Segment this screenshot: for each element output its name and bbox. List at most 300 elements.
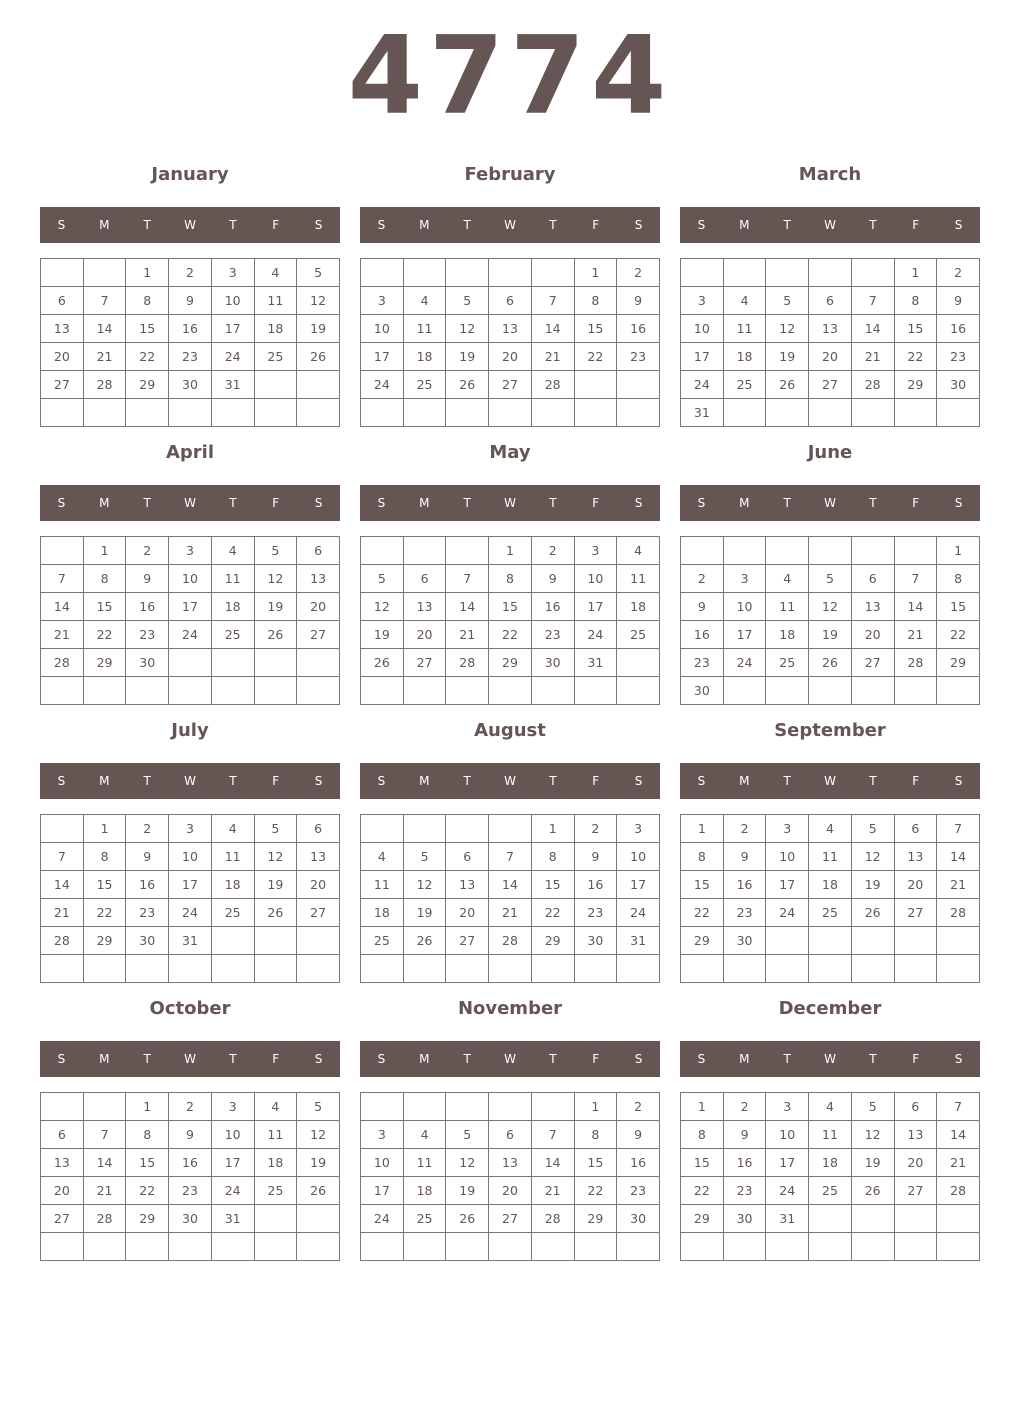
- empty-cell: [766, 399, 809, 427]
- day-cell: 23: [723, 899, 766, 927]
- day-cell: 18: [809, 871, 852, 899]
- weekday-label: T: [143, 496, 151, 510]
- empty-cell: [41, 399, 84, 427]
- empty-cell: [41, 1093, 84, 1121]
- month-name: April: [165, 442, 215, 463]
- empty-cell: [937, 955, 980, 983]
- day-cell: 26: [851, 1177, 894, 1205]
- empty-cell: [489, 677, 532, 705]
- empty-cell: [403, 815, 446, 843]
- day-cell: 12: [297, 287, 340, 315]
- weekday-header: [360, 1041, 660, 1077]
- day-cell: 17: [361, 1177, 404, 1205]
- day-cell: 3: [766, 1093, 809, 1121]
- day-cell: 15: [681, 871, 724, 899]
- weekday-label: F: [912, 1052, 920, 1066]
- empty-cell: [446, 955, 489, 983]
- day-cell: 21: [531, 343, 574, 371]
- day-cell: 1: [83, 815, 126, 843]
- day-cell: 18: [766, 621, 809, 649]
- day-cell: 16: [574, 871, 617, 899]
- empty-cell: [83, 259, 126, 287]
- empty-cell: [894, 955, 937, 983]
- day-cell: 26: [254, 899, 297, 927]
- empty-cell: [446, 815, 489, 843]
- day-cell: 19: [851, 871, 894, 899]
- weekday-label: F: [912, 496, 920, 510]
- day-cell: 9: [681, 593, 724, 621]
- weekday-label: S: [377, 496, 386, 510]
- day-cell: 6: [41, 287, 84, 315]
- empty-cell: [489, 399, 532, 427]
- day-cell: 18: [211, 593, 254, 621]
- day-cell: 8: [681, 843, 724, 871]
- weekday-header: [360, 207, 660, 243]
- day-cell: 13: [489, 315, 532, 343]
- day-cell: 14: [937, 843, 980, 871]
- day-cell: 17: [723, 621, 766, 649]
- day-cell: 16: [169, 1149, 212, 1177]
- day-cell: 11: [403, 1149, 446, 1177]
- weekday-label: S: [634, 774, 643, 788]
- day-cell: 10: [169, 565, 212, 593]
- weekday-label: F: [592, 218, 600, 232]
- day-cell: 22: [83, 621, 126, 649]
- day-cell: 11: [809, 1121, 852, 1149]
- day-cell: 8: [574, 287, 617, 315]
- empty-cell: [617, 677, 660, 705]
- weekday-label: W: [504, 1052, 516, 1066]
- day-cell: 11: [809, 843, 852, 871]
- day-cell: 21: [83, 343, 126, 371]
- week-row: [681, 1177, 980, 1205]
- weekday-label: S: [57, 218, 66, 232]
- day-cell: 20: [489, 1177, 532, 1205]
- empty-cell: [297, 1205, 340, 1233]
- day-cell: 12: [766, 315, 809, 343]
- week-row: [361, 537, 660, 565]
- day-cell: 1: [531, 815, 574, 843]
- week-row: [41, 927, 340, 955]
- empty-cell: [297, 927, 340, 955]
- weekday-label: S: [314, 1052, 323, 1066]
- empty-cell: [361, 955, 404, 983]
- week-row: [361, 343, 660, 371]
- empty-cell: [361, 1093, 404, 1121]
- week-row: [361, 259, 660, 287]
- day-cell: 5: [851, 815, 894, 843]
- empty-cell: [723, 677, 766, 705]
- day-cell: 16: [723, 1149, 766, 1177]
- weekday-label: T: [229, 218, 237, 232]
- day-cell: 28: [83, 1205, 126, 1233]
- day-cell: 11: [254, 287, 297, 315]
- day-cell: 10: [361, 1149, 404, 1177]
- weekday-label: F: [592, 1052, 600, 1066]
- empty-cell: [297, 649, 340, 677]
- day-cell: 13: [894, 843, 937, 871]
- empty-cell: [894, 537, 937, 565]
- week-row: [681, 621, 980, 649]
- day-cell: 13: [41, 315, 84, 343]
- empty-cell: [617, 955, 660, 983]
- day-cell: 17: [211, 1149, 254, 1177]
- day-cell: 1: [574, 1093, 617, 1121]
- week-row: [361, 565, 660, 593]
- week-row: [361, 315, 660, 343]
- day-cell: 25: [766, 649, 809, 677]
- day-cell: 2: [723, 1093, 766, 1121]
- day-cell: 15: [489, 593, 532, 621]
- day-cell: 20: [403, 621, 446, 649]
- empty-cell: [361, 677, 404, 705]
- day-cell: 21: [937, 871, 980, 899]
- day-cell: 17: [766, 1149, 809, 1177]
- day-cell: 15: [531, 871, 574, 899]
- day-cell: 22: [937, 621, 980, 649]
- day-cell: 24: [169, 621, 212, 649]
- empty-cell: [574, 399, 617, 427]
- month-name: August: [474, 720, 546, 741]
- day-cell: 1: [681, 815, 724, 843]
- day-cell: 26: [446, 1205, 489, 1233]
- weekday-header: [40, 1041, 340, 1077]
- empty-cell: [254, 1233, 297, 1261]
- empty-cell: [126, 399, 169, 427]
- empty-cell: [723, 259, 766, 287]
- day-cell: 25: [211, 621, 254, 649]
- day-cell: 25: [211, 899, 254, 927]
- weekday-label: T: [549, 218, 557, 232]
- day-cell: 26: [403, 927, 446, 955]
- day-cell: 20: [446, 899, 489, 927]
- day-cell: 20: [894, 1149, 937, 1177]
- day-cell: 22: [489, 621, 532, 649]
- week-row: [361, 621, 660, 649]
- day-grid: [680, 536, 980, 705]
- empty-cell: [574, 955, 617, 983]
- day-cell: 28: [851, 371, 894, 399]
- day-cell: 18: [254, 315, 297, 343]
- day-cell: 3: [211, 259, 254, 287]
- day-cell: 28: [83, 371, 126, 399]
- day-grid: [680, 1092, 980, 1261]
- day-cell: 10: [169, 843, 212, 871]
- week-row: [41, 843, 340, 871]
- month-name: July: [171, 720, 209, 741]
- day-cell: 11: [211, 565, 254, 593]
- day-cell: 15: [894, 315, 937, 343]
- day-cell: 16: [937, 315, 980, 343]
- weekday-label: S: [314, 218, 323, 232]
- day-cell: 4: [403, 1121, 446, 1149]
- empty-cell: [937, 1205, 980, 1233]
- day-cell: 16: [681, 621, 724, 649]
- day-grid: [40, 258, 340, 427]
- day-cell: 29: [489, 649, 532, 677]
- weekday-label: T: [143, 218, 151, 232]
- day-cell: 12: [254, 565, 297, 593]
- empty-cell: [809, 537, 852, 565]
- day-cell: 25: [254, 1177, 297, 1205]
- weekday-label: S: [954, 496, 963, 510]
- week-row: [681, 871, 980, 899]
- day-cell: 29: [531, 927, 574, 955]
- day-cell: 5: [809, 565, 852, 593]
- empty-cell: [809, 677, 852, 705]
- weekday-label: W: [504, 218, 516, 232]
- empty-cell: [211, 649, 254, 677]
- empty-cell: [126, 677, 169, 705]
- day-cell: 13: [403, 593, 446, 621]
- week-row: [361, 871, 660, 899]
- week-row: [681, 1205, 980, 1233]
- day-cell: 21: [446, 621, 489, 649]
- day-cell: 19: [851, 1149, 894, 1177]
- empty-cell: [361, 259, 404, 287]
- week-row: [681, 371, 980, 399]
- weekday-header: [360, 485, 660, 521]
- empty-cell: [297, 1233, 340, 1261]
- weekday-label: W: [504, 774, 516, 788]
- day-cell: 28: [489, 927, 532, 955]
- day-cell: 25: [254, 343, 297, 371]
- empty-cell: [894, 1233, 937, 1261]
- weekday-label: M: [419, 774, 430, 788]
- empty-cell: [83, 1093, 126, 1121]
- week-row: [681, 315, 980, 343]
- week-row: [41, 1205, 340, 1233]
- empty-cell: [851, 259, 894, 287]
- day-cell: 17: [211, 315, 254, 343]
- month-name: May: [489, 442, 531, 463]
- day-cell: 30: [937, 371, 980, 399]
- week-row: [681, 565, 980, 593]
- empty-cell: [809, 955, 852, 983]
- weekday-label: T: [549, 774, 557, 788]
- month-name: March: [798, 164, 862, 185]
- day-cell: 28: [531, 1205, 574, 1233]
- empty-cell: [297, 371, 340, 399]
- weekday-label: T: [783, 218, 791, 232]
- empty-cell: [489, 815, 532, 843]
- empty-cell: [361, 1233, 404, 1261]
- day-cell: 4: [723, 287, 766, 315]
- day-cell: 9: [169, 1121, 212, 1149]
- day-cell: 19: [446, 343, 489, 371]
- day-cell: 26: [361, 649, 404, 677]
- day-cell: 12: [851, 1121, 894, 1149]
- empty-cell: [681, 1233, 724, 1261]
- day-cell: 6: [489, 1121, 532, 1149]
- day-cell: 13: [809, 315, 852, 343]
- day-cell: 1: [681, 1093, 724, 1121]
- day-cell: 13: [851, 593, 894, 621]
- day-cell: 18: [211, 871, 254, 899]
- weekday-label: T: [783, 496, 791, 510]
- empty-cell: [766, 1233, 809, 1261]
- day-cell: 8: [894, 287, 937, 315]
- weekday-label: W: [824, 218, 836, 232]
- day-cell: 20: [41, 343, 84, 371]
- day-cell: 7: [937, 815, 980, 843]
- week-row: [361, 593, 660, 621]
- empty-cell: [851, 399, 894, 427]
- day-cell: 30: [617, 1205, 660, 1233]
- empty-cell: [41, 1233, 84, 1261]
- empty-cell: [851, 1233, 894, 1261]
- empty-cell: [766, 259, 809, 287]
- day-cell: 12: [446, 315, 489, 343]
- weekday-label: S: [697, 1052, 706, 1066]
- day-grid: [40, 1092, 340, 1261]
- week-row: [361, 899, 660, 927]
- day-cell: 5: [254, 537, 297, 565]
- day-cell: 13: [297, 565, 340, 593]
- day-cell: 25: [809, 899, 852, 927]
- empty-cell: [489, 955, 532, 983]
- empty-cell: [403, 677, 446, 705]
- day-cell: 10: [723, 593, 766, 621]
- day-cell: 15: [83, 593, 126, 621]
- day-cell: 3: [766, 815, 809, 843]
- day-cell: 26: [446, 371, 489, 399]
- empty-cell: [894, 1205, 937, 1233]
- day-cell: 25: [403, 371, 446, 399]
- day-grid: [680, 814, 980, 983]
- day-cell: 7: [83, 1121, 126, 1149]
- weekday-header: [680, 1041, 980, 1077]
- empty-cell: [83, 399, 126, 427]
- weekday-label: T: [143, 1052, 151, 1066]
- day-cell: 6: [894, 1093, 937, 1121]
- week-row: [681, 537, 980, 565]
- empty-cell: [766, 677, 809, 705]
- empty-cell: [361, 537, 404, 565]
- day-cell: 14: [83, 315, 126, 343]
- day-cell: 22: [126, 1177, 169, 1205]
- day-cell: 1: [83, 537, 126, 565]
- week-row: [681, 259, 980, 287]
- week-row: [361, 843, 660, 871]
- day-cell: 22: [574, 343, 617, 371]
- day-cell: 6: [297, 537, 340, 565]
- weekday-label: S: [314, 496, 323, 510]
- weekday-label: S: [954, 1052, 963, 1066]
- day-cell: 1: [126, 259, 169, 287]
- day-cell: 31: [681, 399, 724, 427]
- empty-cell: [126, 955, 169, 983]
- day-cell: 31: [211, 1205, 254, 1233]
- day-cell: 9: [723, 843, 766, 871]
- week-row: [361, 955, 660, 983]
- day-cell: 27: [297, 621, 340, 649]
- day-cell: 31: [211, 371, 254, 399]
- day-cell: 2: [937, 259, 980, 287]
- day-cell: 24: [361, 371, 404, 399]
- day-cell: 19: [766, 343, 809, 371]
- week-row: [41, 259, 340, 287]
- day-cell: 8: [83, 565, 126, 593]
- week-row: [41, 815, 340, 843]
- day-cell: 23: [126, 621, 169, 649]
- day-cell: 23: [574, 899, 617, 927]
- weekday-label: T: [463, 218, 471, 232]
- day-cell: 5: [851, 1093, 894, 1121]
- day-cell: 29: [574, 1205, 617, 1233]
- day-cell: 16: [531, 593, 574, 621]
- day-cell: 11: [766, 593, 809, 621]
- day-cell: 10: [681, 315, 724, 343]
- weekday-label: S: [57, 496, 66, 510]
- week-row: [41, 371, 340, 399]
- empty-cell: [403, 259, 446, 287]
- day-cell: 19: [809, 621, 852, 649]
- day-cell: 28: [894, 649, 937, 677]
- day-cell: 30: [126, 649, 169, 677]
- day-cell: 20: [894, 871, 937, 899]
- empty-cell: [617, 649, 660, 677]
- day-cell: 10: [574, 565, 617, 593]
- day-cell: 6: [809, 287, 852, 315]
- weekday-header: [40, 763, 340, 799]
- day-cell: 9: [723, 1121, 766, 1149]
- day-cell: 22: [126, 343, 169, 371]
- day-cell: 15: [574, 315, 617, 343]
- empty-cell: [169, 955, 212, 983]
- weekday-label: T: [463, 774, 471, 788]
- weekday-label: S: [634, 496, 643, 510]
- weekday-header: [40, 485, 340, 521]
- day-cell: 26: [297, 1177, 340, 1205]
- day-cell: 4: [403, 287, 446, 315]
- weekday-label: F: [592, 774, 600, 788]
- day-cell: 21: [894, 621, 937, 649]
- day-cell: 8: [126, 1121, 169, 1149]
- day-cell: 2: [617, 259, 660, 287]
- day-cell: 26: [766, 371, 809, 399]
- empty-cell: [894, 677, 937, 705]
- empty-cell: [851, 537, 894, 565]
- week-row: [361, 677, 660, 705]
- empty-cell: [809, 927, 852, 955]
- empty-cell: [489, 1233, 532, 1261]
- weekday-label: M: [99, 1052, 110, 1066]
- weekday-label: T: [229, 496, 237, 510]
- day-cell: 28: [41, 927, 84, 955]
- empty-cell: [531, 677, 574, 705]
- day-cell: 20: [851, 621, 894, 649]
- empty-cell: [531, 259, 574, 287]
- day-cell: 12: [851, 843, 894, 871]
- day-cell: 10: [211, 1121, 254, 1149]
- day-cell: 12: [361, 593, 404, 621]
- day-cell: 20: [297, 871, 340, 899]
- day-cell: 2: [169, 1093, 212, 1121]
- day-cell: 23: [617, 343, 660, 371]
- empty-cell: [574, 371, 617, 399]
- day-cell: 18: [403, 343, 446, 371]
- empty-cell: [681, 537, 724, 565]
- week-row: [361, 927, 660, 955]
- weekday-label: W: [824, 496, 836, 510]
- day-cell: 13: [297, 843, 340, 871]
- empty-cell: [403, 955, 446, 983]
- day-cell: 14: [894, 593, 937, 621]
- day-cell: 22: [681, 899, 724, 927]
- weekday-label: T: [869, 496, 877, 510]
- day-cell: 6: [297, 815, 340, 843]
